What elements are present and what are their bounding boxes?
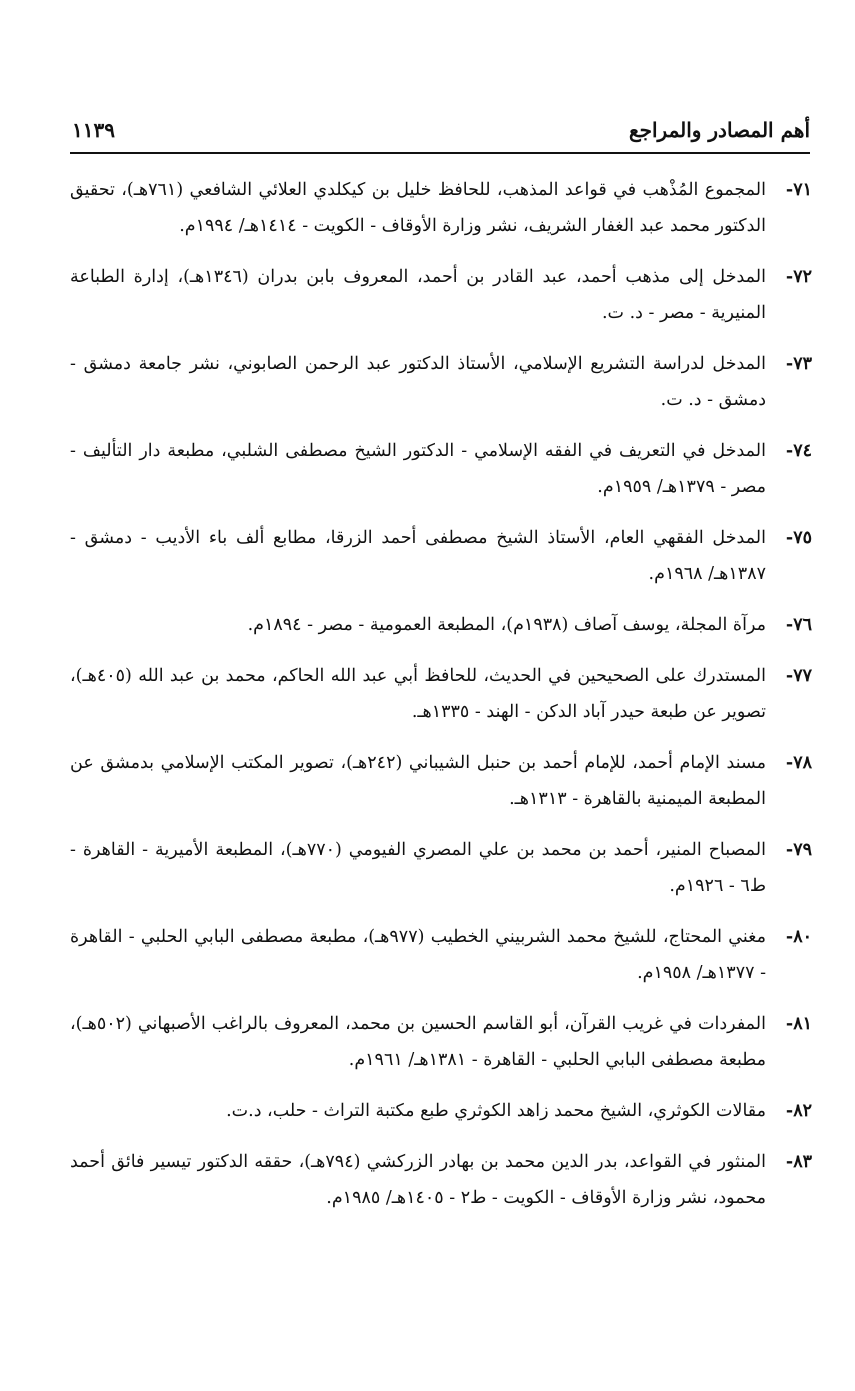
entry-text: المستدرك على الصحيحين في الحديث، للحافظ أبي عبد الله الحاكم، محمد بن عبد الله (٤٠٥هـ)، تصوير عن طبعة حيدر آباد الدكن - الهند - ١٣٣٥هـ. — [70, 666, 766, 722]
bibliography-entry-81 — [70, 1006, 812, 1078]
bibliography-entry-74 — [70, 433, 812, 505]
bibliography-entry-78 — [70, 745, 812, 817]
entry-number: ٨٢- — [785, 1101, 812, 1121]
entry-number: ٨٠- — [785, 927, 812, 947]
entry-text: المجموع المُذْهب في قواعد المذهب، للحافظ خليل بن كيكلدي العلائي الشافعي (٧٦١هـ)، تحقيق الدكتور محمد عبد الغفار الشريف، نشر وزارة الأوقاف - الكويت - ١٤١٤هـ/ ١٩٩٤م. — [70, 180, 766, 236]
entry-number: ٧٣- — [785, 354, 812, 374]
bibliography-entry-77 — [70, 658, 812, 730]
entry-text: المدخل الفقهي العام، الأستاذ الشيخ مصطفى أحمد الزرقا، مطابع ألف باء الأديب - دمشق - ١٣٨٧هـ/ ١٩٦٨م. — [70, 528, 766, 584]
entry-number: ٧٥- — [785, 528, 812, 548]
entry-text: المدخل لدراسة التشريع الإسلامي، الأستاذ الدكتور عبد الرحمن الصابوني، نشر جامعة دمشق - دمشق - د. ت. — [70, 354, 766, 410]
bibliography-entry-76 — [70, 607, 812, 643]
entry-text: المدخل في التعريف في الفقه الإسلامي - الدكتور الشيخ مصطفى الشلبي، مطبعة دار التأليف - مصر - ١٣٧٩هـ/ ١٩٥٩م. — [70, 441, 766, 497]
bibliography-entry-79 — [70, 832, 812, 904]
bibliography-entry-80 — [70, 919, 812, 991]
entry-text: المصباح المنير، أحمد بن محمد بن علي المصري الفيومي (٧٧٠هـ)، المطبعة الأميرية - القاهرة - ط٦ - ١٩٢٦م. — [70, 840, 766, 896]
bibliography-entry-83 — [70, 1144, 812, 1216]
bibliography-list — [70, 172, 812, 1231]
entry-text: المدخل إلى مذهب أحمد، عبد القادر بن أحمد، المعروف بابن بدران (١٣٤٦هـ)، إدارة الطباعة المنيرية - مصر - د. ت. — [70, 267, 766, 323]
bibliography-entry-71 — [70, 172, 812, 244]
running-header — [70, 112, 810, 154]
entry-number: ٧١- — [785, 180, 812, 200]
entry-number: ٨١- — [785, 1014, 812, 1034]
entry-number: ٧٦- — [785, 615, 812, 635]
entry-number: ٨٣- — [785, 1152, 812, 1172]
bibliography-entry-75 — [70, 520, 812, 592]
page-number: ١١٣٩ — [72, 118, 115, 142]
entry-text: مغني المحتاج، للشيخ محمد الشربيني الخطيب (٩٧٧هـ)، مطبعة مصطفى البابي الحلبي - القاهرة - ١٣٧٧هـ/ ١٩٥٨م. — [70, 927, 766, 983]
entry-number: ٧٩- — [785, 840, 812, 860]
entry-text: مرآة المجلة، يوسف آصاف (١٩٣٨م)، المطبعة العمومية - مصر - ١٨٩٤م. — [247, 615, 766, 635]
bibliography-entry-72 — [70, 259, 812, 331]
bibliography-entry-73 — [70, 346, 812, 418]
entry-text: المنثور في القواعد، بدر الدين محمد بن بهادر الزركشي (٧٩٤هـ)، حققه الدكتور تيسير فائق أحمد محمود، نشر وزارة الأوقاف - الكويت - ط٢ - ١٤٠٥هـ/ ١٩٨٥م. — [70, 1152, 766, 1208]
entry-text: المفردات في غريب القرآن، أبو القاسم الحسين بن محمد، المعروف بالراغب الأصبهاني (٥٠٢هـ)، مطبعة مصطفى البابي الحلبي - القاهرة - ١٣٨١هـ/ ١٩٦١م. — [70, 1014, 766, 1070]
entry-number: ٧٤- — [785, 441, 812, 461]
entry-number: ٧٧- — [785, 666, 812, 686]
entry-number: ٧٢- — [785, 267, 812, 287]
entry-text: مقالات الكوثري، الشيخ محمد زاهد الكوثري طبع مكتبة التراث - حلب، د.ت. — [226, 1101, 766, 1121]
entry-text: مسند الإمام أحمد، للإمام أحمد بن حنبل الشيباني (٢٤٢هـ)، تصوير المكتب الإسلامي بدمشق عن المطبعة الميمنية بالقاهرة - ١٣١٣هـ. — [70, 753, 766, 809]
running-header-title: أهم المصادر والمراجع — [628, 118, 810, 142]
bibliography-entry-82 — [70, 1093, 812, 1129]
entry-number: ٧٨- — [785, 753, 812, 773]
